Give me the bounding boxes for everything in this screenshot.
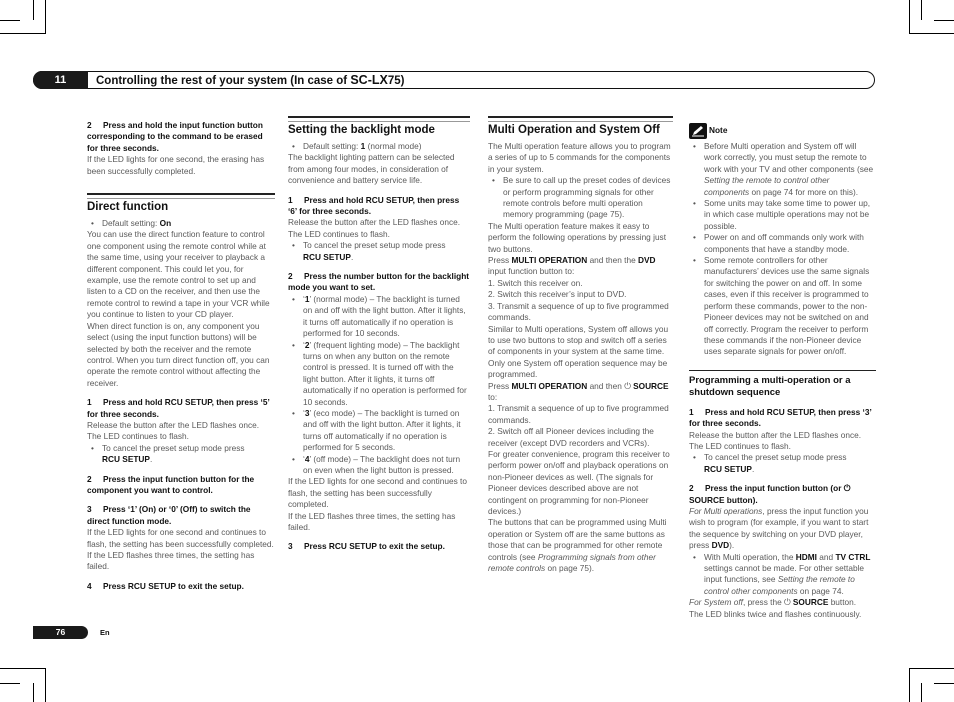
backlight-step-1-bullet: • To cancel the preset setup mode press RCU SETUP.	[288, 240, 470, 263]
step-2-erase: 2 Press and hold the input function button corresponding to the command to be erased for three seconds.	[87, 120, 263, 153]
note-1: • Before Multi operation and System off will work correctly, you must setup the remote to work with your TV and other components (see Setting the remote to control other components on page 74 for more on this).	[689, 141, 876, 198]
multi-list-1: 1. Switch this receiver on.	[488, 277, 583, 288]
multi-para-2: The Multi operation feature makes it easy to perform the following operations by pressing just two buttons.	[488, 220, 667, 254]
multi-para-5: Press MULTI OPERATION and then ⏻ SOURCE to:	[488, 380, 669, 402]
backlight-step-3: 3 Press RCU SETUP to exit the setup.	[288, 541, 445, 552]
prog-system-off: For System off, press the ⏻ SOURCE button.	[689, 597, 857, 608]
column-2	[288, 116, 470, 553]
prog-step-1-bullet: • To cancel the preset setup mode press RCU SETUP.	[689, 452, 876, 475]
backlight-after-1: If the LED lights for one second and continues to flash, the setting has been successfully completed.	[288, 476, 467, 510]
prog-step-1: 1 Press and hold RCU SETUP, then press ‘3’ for three seconds.	[689, 406, 872, 429]
section-rule	[488, 116, 673, 120]
crop-mark	[0, 20, 20, 21]
multi-para-4: Similar to Multi operations, System off allows you to use two buttons to stop and switch off a series of components in your system at the same time. Only one System off operation sequence may be programmed.	[488, 323, 669, 380]
direct-step-1-body: Release the button after the LED flashes once. The LED continues to flash.	[87, 419, 260, 442]
crop-mark	[934, 20, 954, 21]
multi-bullet-1: • Be sure to call up the preset codes of devices or perform programming signals for other remote controls before multi operation memory programming (page 75).	[488, 175, 673, 221]
pencil-note-icon	[689, 123, 707, 139]
multi-list-5: 2. Switch off all Pioneer devices including the receiver (except DVD recorders and VCRs).	[488, 426, 654, 448]
direct-step-3: 3 Press ‘1’ (On) or ‘0’ (Off) to switch the direct function mode.	[87, 504, 251, 526]
direct-step-4: 4 Press RCU SETUP to exit the setup.	[87, 580, 244, 591]
prog-multi-op: For Multi operations, press the input function you wish to program (for example, if you want to start the sequence by switching on your DVD player, press DVD).	[689, 505, 869, 551]
note-heading: Note	[689, 123, 876, 139]
backlight-title: Setting the backlight mode	[288, 124, 435, 136]
multi-para-7: The buttons that can be programmed using Multi operation or System off are the same buttons as those that can be programmed for other remote controls (see Programming signals from other remote controls on page 75).	[488, 517, 667, 574]
backlight-mode-3: • ‘3’ (eco mode) – The backlight is turned on and off with the light button. After it lights, it turns off automatically if no operation is performed for 5 seconds.	[288, 408, 470, 454]
prog-last: The LED blinks twice and flashes continuously.	[689, 608, 862, 619]
direct-para-2: When direct function is on, any component you select (using the input function buttons) will be selected by both the receiver and the remote control. When you turn direct function off, you can operate the remote control without affecting the receiver.	[87, 320, 270, 388]
crop-mark	[0, 668, 46, 669]
multi-list-3: 3. Transmit a sequence of up to five programmed commands.	[488, 300, 669, 323]
direct-function-title: Direct function	[87, 201, 169, 214]
note-4: • Some remote controllers for other manufacturers’ devices use the same signals for switching the power on and off. In some cases, even if this receiver is programmed to perform these commands, power to the non-Pioneer devices may not be switched on and off correctly. Program the receiver to perform these commands if the non-Pioneer device uses separate signals for power on/off.	[689, 255, 876, 358]
direct-para-1: You can use the direct function feature to control one component using the remote control while at the same time, using your receiver to playback a different component. This could let you, for example, use the remote control to set up and listen to a CD on the receiver, and then use the remote control to rewind a tape in your VCR while you continue to listen to your CD player.	[87, 229, 270, 320]
backlight-step-1: 1 Press and hold RCU SETUP, then press ‘6’ for three seconds.	[288, 194, 460, 217]
backlight-step-1-body: Release the button after the LED flashes once. The LED continues to flash.	[288, 217, 461, 239]
multi-para-6: For greater convenience, program this receiver to perform power on/off and playback operations on non-Pioneer devices as well. (The signals for Pioneer devices described above are not contingent on programming for non-Pioneer devices.)	[488, 448, 670, 516]
column-1	[87, 120, 275, 592]
programming-title: Programming a multi-operation or a shutdown sequence	[689, 374, 851, 398]
crop-mark	[45, 668, 46, 702]
crop-mark	[33, 0, 34, 20]
direct-step-1: 1 Press and hold RCU SETUP, then press ‘5’ for three seconds.	[87, 397, 270, 419]
backlight-intro: The backlight lighting pattern can be selected from among four modes, in consideration of convenience and battery service life.	[288, 152, 455, 186]
crop-mark	[921, 683, 922, 702]
crop-mark	[909, 668, 954, 669]
step-2-body: If the LED lights for one second, the erasing has been successfully completed.	[87, 154, 265, 176]
crop-mark	[909, 33, 954, 34]
column-3	[488, 116, 673, 574]
crop-mark	[934, 683, 954, 684]
power-icon: ⏻	[784, 597, 791, 608]
power-icon: ⏻	[624, 380, 631, 391]
chapter-number: 11	[33, 71, 88, 89]
page-number: 76	[33, 626, 88, 639]
direct-step-2: 2 Press the input function button for the component you want to control.	[87, 473, 255, 495]
crop-mark	[33, 683, 34, 702]
section-rule	[288, 116, 470, 120]
crop-mark	[921, 0, 922, 20]
direct-step-1-bullet: • To cancel the preset setup mode press RCU SETUP.	[87, 443, 275, 466]
multi-para-1: The Multi operation feature allows you to program a series of up to 5 commands for the components in your system.	[488, 141, 671, 174]
backlight-after-2: If the LED flashes three times, the setting has failed.	[288, 510, 456, 532]
note-3: • Power on and off commands only work with components that have a standby mode.	[689, 232, 876, 255]
prog-bullet: • With Multi operation, the HDMI and TV CTRL settings cannot be made. For other settable input functions, see Setting the remote to control other components on page 74.	[689, 552, 876, 598]
multi-list-2: 2. Switch this receiver’s input to DVD.	[488, 289, 627, 300]
direct-step-3-body-2: If the LED flashes three times, the setting has failed.	[87, 550, 255, 572]
multi-list-4: 1. Transmit a sequence of up to five programmed commands.	[488, 403, 669, 425]
backlight-mode-2: • ‘2’ (frequent lighting mode) – The backlight turns on when any button on the remote control is pressed. It is turned off with the light button. After it lights, it turns off automatically if no operation is performed for 10 seconds.	[288, 340, 470, 408]
column-4	[689, 123, 876, 620]
backlight-step-2: 2 Press the number button for the backlight mode you want to set.	[288, 271, 470, 293]
crop-mark	[909, 0, 910, 33]
backlight-mode-4: • ‘4’ (off mode) – The backlight does not turn on even when the light button is pressed.	[288, 454, 470, 477]
direct-step-3-body-1: If the LED lights for one second and continues to flash, the setting has been successfully completed.	[87, 527, 274, 549]
crop-mark	[0, 33, 46, 34]
language-code: En	[100, 628, 110, 637]
crop-mark	[0, 683, 20, 684]
default-setting: • Default setting: On	[87, 218, 275, 229]
prog-step-1-body: Release the button after the LED flashes once. The LED continues to flash.	[689, 429, 862, 451]
section-rule	[87, 193, 275, 197]
backlight-mode-1: • ‘1’ (normal mode) – The backlight is turned on and off with the light button. After it lights, it turns off automatically if no operation is performed for 10 seconds.	[288, 294, 470, 340]
chapter-title: Controlling the rest of your system (In case of SC-LX75)	[96, 73, 405, 87]
section-rule	[689, 370, 876, 371]
prog-step-2: 2 Press the input function button (or ⏻ SOURCE button).	[689, 483, 851, 505]
crop-mark	[45, 0, 46, 33]
crop-mark	[909, 668, 910, 702]
multi-operation-title: Multi Operation and System Off	[488, 124, 660, 136]
note-2: • Some units may take some time to power up, in which case multiple operations may not be possible.	[689, 198, 876, 232]
multi-para-3: Press MULTI OPERATION and then the DVD input function button to:	[488, 255, 656, 277]
power-icon: ⏻	[843, 483, 851, 494]
backlight-default: • Default setting: 1 (normal mode)	[288, 141, 470, 152]
